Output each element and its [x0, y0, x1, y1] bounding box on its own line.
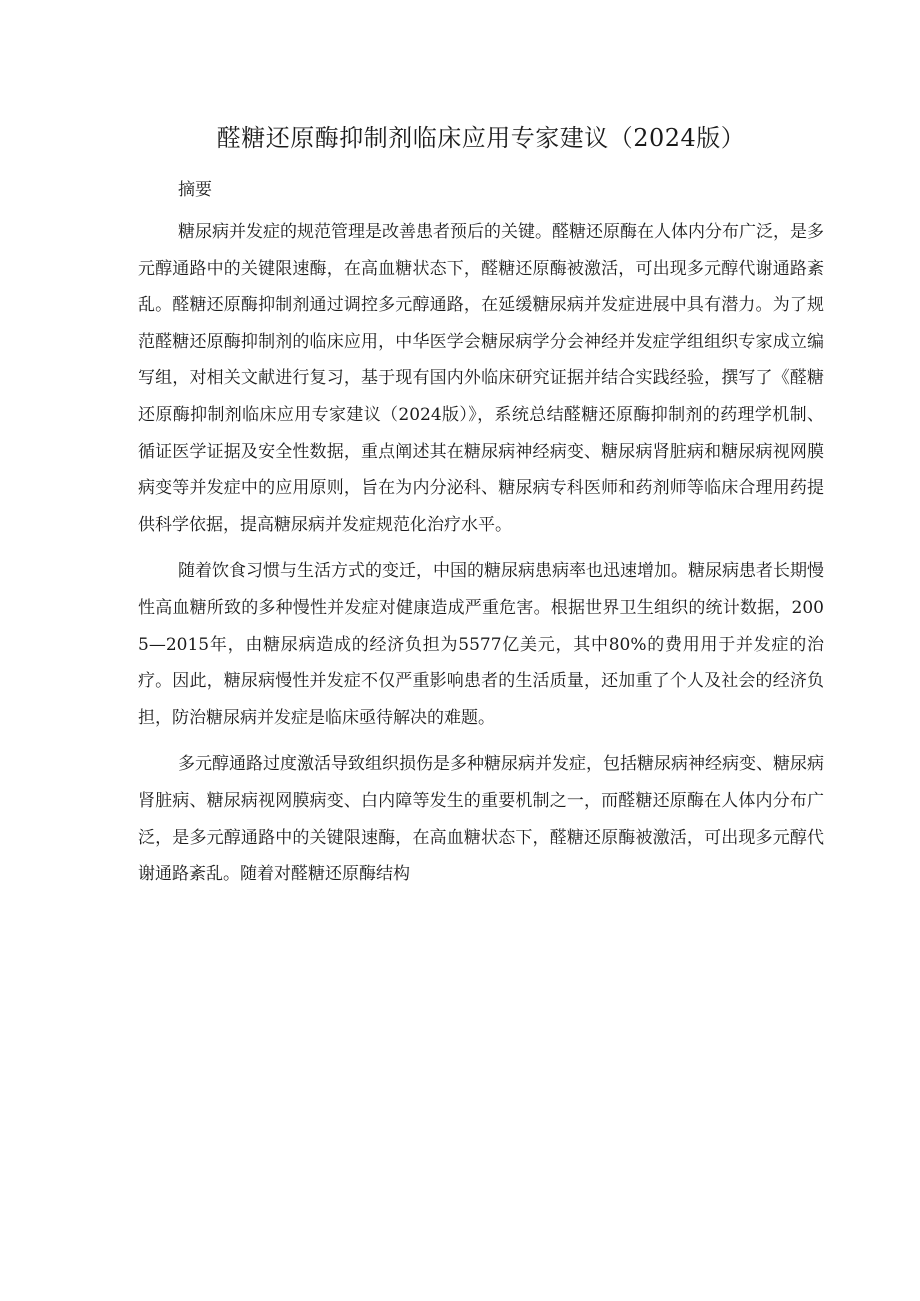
paragraph-mechanism: 多元醇通路过度激活导致组织损伤是多种糖尿病并发症，包括糖尿病神经病变、糖尿病肾脏病、糖尿病视网膜病变、白内障等发生的重要机制之一，而醛糖还原酶在人体内分布广泛，是多元醇通路中的关键限速酶，在高血糖状态下，醛糖还原酶被激活，可出现多元醇代谢通路紊乱。随着对醛糖还原酶结构 — [138, 754, 824, 885]
document-title: 醛糖还原酶抑制剂临床应用专家建议（2024版） — [216, 124, 746, 152]
abstract-heading: 摘要 — [178, 180, 212, 200]
paragraph-abstract: 糖尿病并发症的规范管理是改善患者预后的关键。醛糖还原酶在人体内分布广泛，是多元醇通路中的关键限速酶，在高血糖状态下，醛糖还原酶被激活，可出现多元醇代谢通路紊乱。醛糖还原酶抑制剂通过调控多元醇通路，在延缓糖尿病并发症进展中具有潜力。为了规范醛糖还原酶抑制剂的临床应用，中华医学会糖尿病学分会神经并发症学组组织专家成立编写组，对相关文献进行复习，基于现有国内外临床研究证据并结合实践经验，撰写了《醛糖还原酶抑制剂临床应用专家建议（2024版）》，系统总结醛糖还原酶抑制剂的药理学机制、循证医学证据及安全性数据，重点阐述其在糖尿病神经病变、糖尿病肾脏病和糖尿病视网膜病变等并发症中的应用原则，旨在为内分泌科、糖尿病专科医师和药剂师等临床合理用药提供科学依据，提高糖尿病并发症规范化治疗水平。 — [138, 222, 824, 535]
paragraph-background: 随着饮食习惯与生活方式的变迁，中国的糖尿病患病率也迅速增加。糖尿病患者长期慢性高血糖所致的多种慢性并发症对健康造成严重危害。根据世界卫生组织的统计数据，2005—2015年，由糖尿病造成的经济负担为5577亿美元，其中80%的费用用于并发症的治疗。因此，糖尿病慢性并发症不仅严重影响患者的生活质量，还加重了个人及社会的经济负担，防治糖尿病并发症是临床亟待解决的难题。 — [138, 561, 824, 728]
